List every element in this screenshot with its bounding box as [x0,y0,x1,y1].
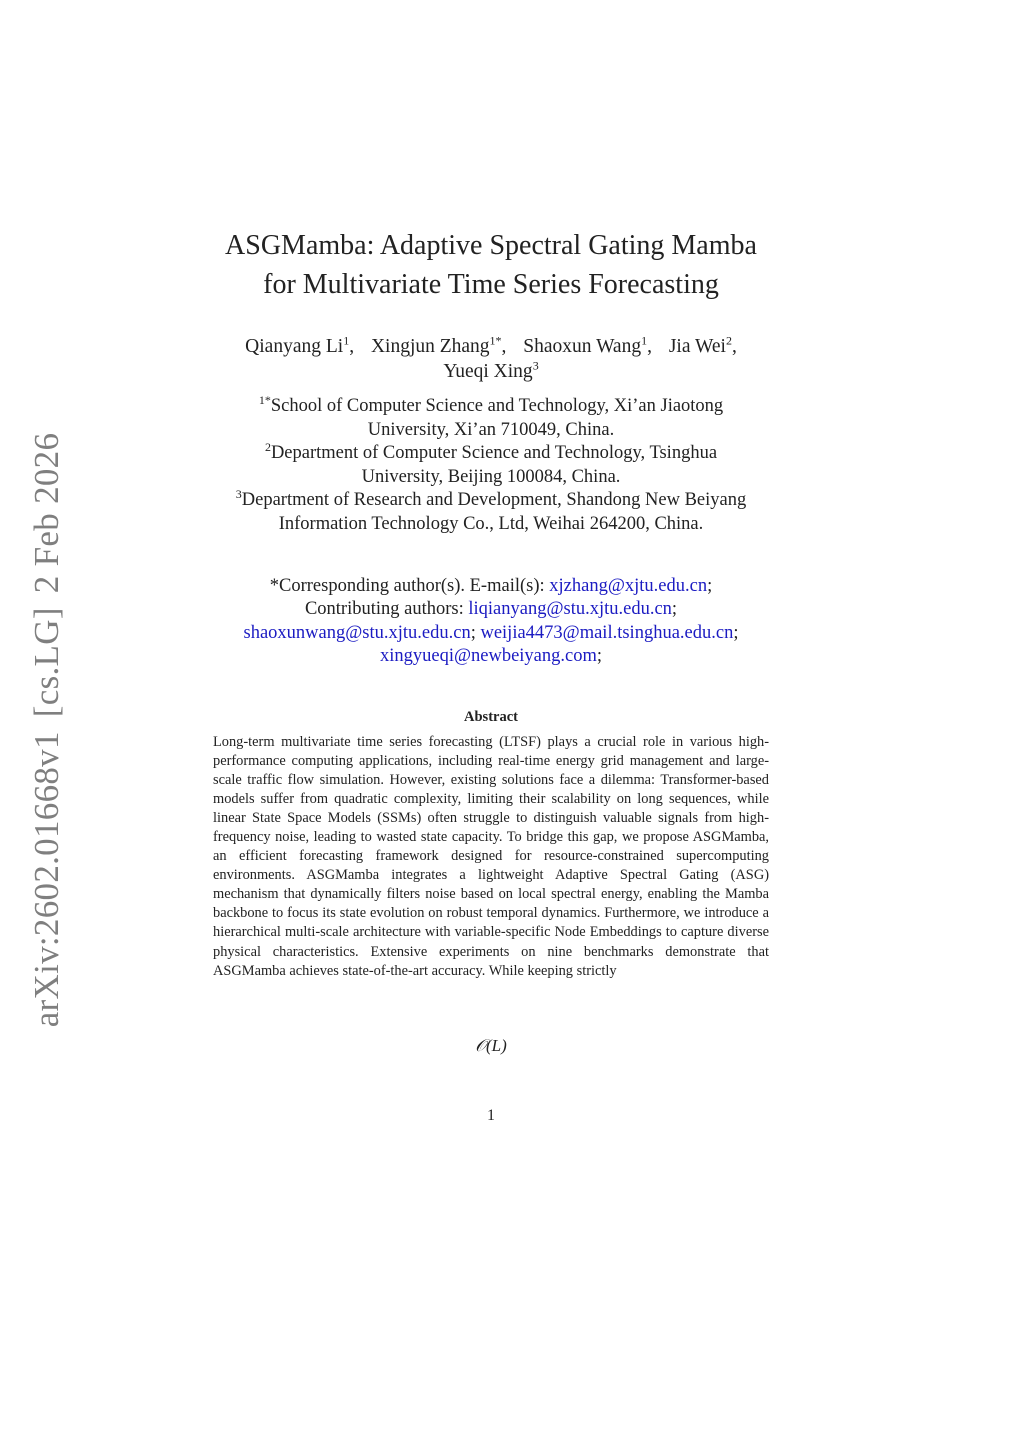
abstract-heading: Abstract [464,709,518,725]
author: Xingjun Zhang$^{1*}$, [370,333,507,357]
correspondence-block: *Corresponding author(s). E-mail(s): xjzhang@xjtu.edu.cn; Contributing authors: liqianyang@stu.xjtu.edu.cn; shaoxunwang@stu.xjtu.edu.cn; weijia4473@mail.tsinghua.edu.cn; xingyueqi@newbeiyang.com; [243,576,739,666]
abstract-body: Long-term multivariate time series forecasting (LTSF) plays a crucial role in various high-performance computing applications, including real-time energy grid management and large-scale traffic flow simulation. However, existing solutions face a dilemma: Transformer-based models suffer from quadratic complexity, limiting their scalability on long sequences, while linear State Space Models (SSMs) often struggle to distinguish valuable signals from high-frequency noise, leading to wasted state capacity. To bridge this gap, we propose ASGMamba, an efficient forecasting framework designed for resource-constrained supercomputing environments. ASGMamba integrates a lightweight Adaptive Spectral Gating (ASG) mechanism that dynamically filters noise based on local spectral energy, enabling the Mamba backbone to focus its state evolution on robust temporal dynamics. Furthermore, we introduce a hierarchical multi-scale architecture with variable-specific Node Embeddings to capture diverse physical characteristics. Extensive experiments on nine benchmarks demonstrate that ASGMamba achieves state-of-the-art accuracy. While keeping strictly [213,734,769,979]
corresponding-email-link[interactable]: xjzhang@xjtu.edu.cn [549,576,708,596]
email-link[interactable]: weijia4473@mail.tsinghua.edu.cn [480,622,734,643]
author: Qianyang Li$^1$, [245,333,355,357]
arxiv-date: 2 Feb 2026 [27,432,66,594]
contributing-label: Contributing authors: [304,599,464,620]
author: Shaoxun Wang$^1$, [523,333,652,357]
email-link[interactable]: liqianyang@stu.xjtu.edu.cn [468,599,672,620]
affiliation: $^2$Department of Computer Science and Technology, Tsinghua University, Beijing 100084, China. [264,439,718,487]
math-expression: 𝒪(L) [475,1036,507,1055]
paper-title [190,226,792,304]
page-number: 1 [487,1107,495,1124]
email-link[interactable]: xingyueqi@newbeiyang.com [379,645,597,666]
arxiv-category: [cs.LG] [27,607,66,718]
title-line-1: ASGMamba: Adaptive Spectral Gating Mamba [225,230,757,261]
title-line-2: for Multivariate Time Series Forecasting [263,269,719,300]
arxiv-side-stamp [27,419,67,1028]
author: Yueqi Xing$^3$ [443,358,539,382]
affiliation: $^{1*}$School of Computer Science and Technology, Xi’an Jiaotong University, Xi’an 710049, China. [258,392,724,440]
arxiv-id: arXiv:2602.01668v1 [27,731,66,1028]
affiliation: $^3$Department of Research and Development, Shandong New Beiyang Information Technology Co., Ltd, Weihai 264200, China. [235,486,747,534]
author-list [190,334,792,384]
corresponding-label: *Corresponding author(s). E-mail(s): [269,576,545,596]
email-link[interactable]: shaoxunwang@stu.xjtu.edu.cn [243,622,471,643]
affiliations [190,392,792,536]
author: Jia Wei$^2$, [668,333,737,357]
